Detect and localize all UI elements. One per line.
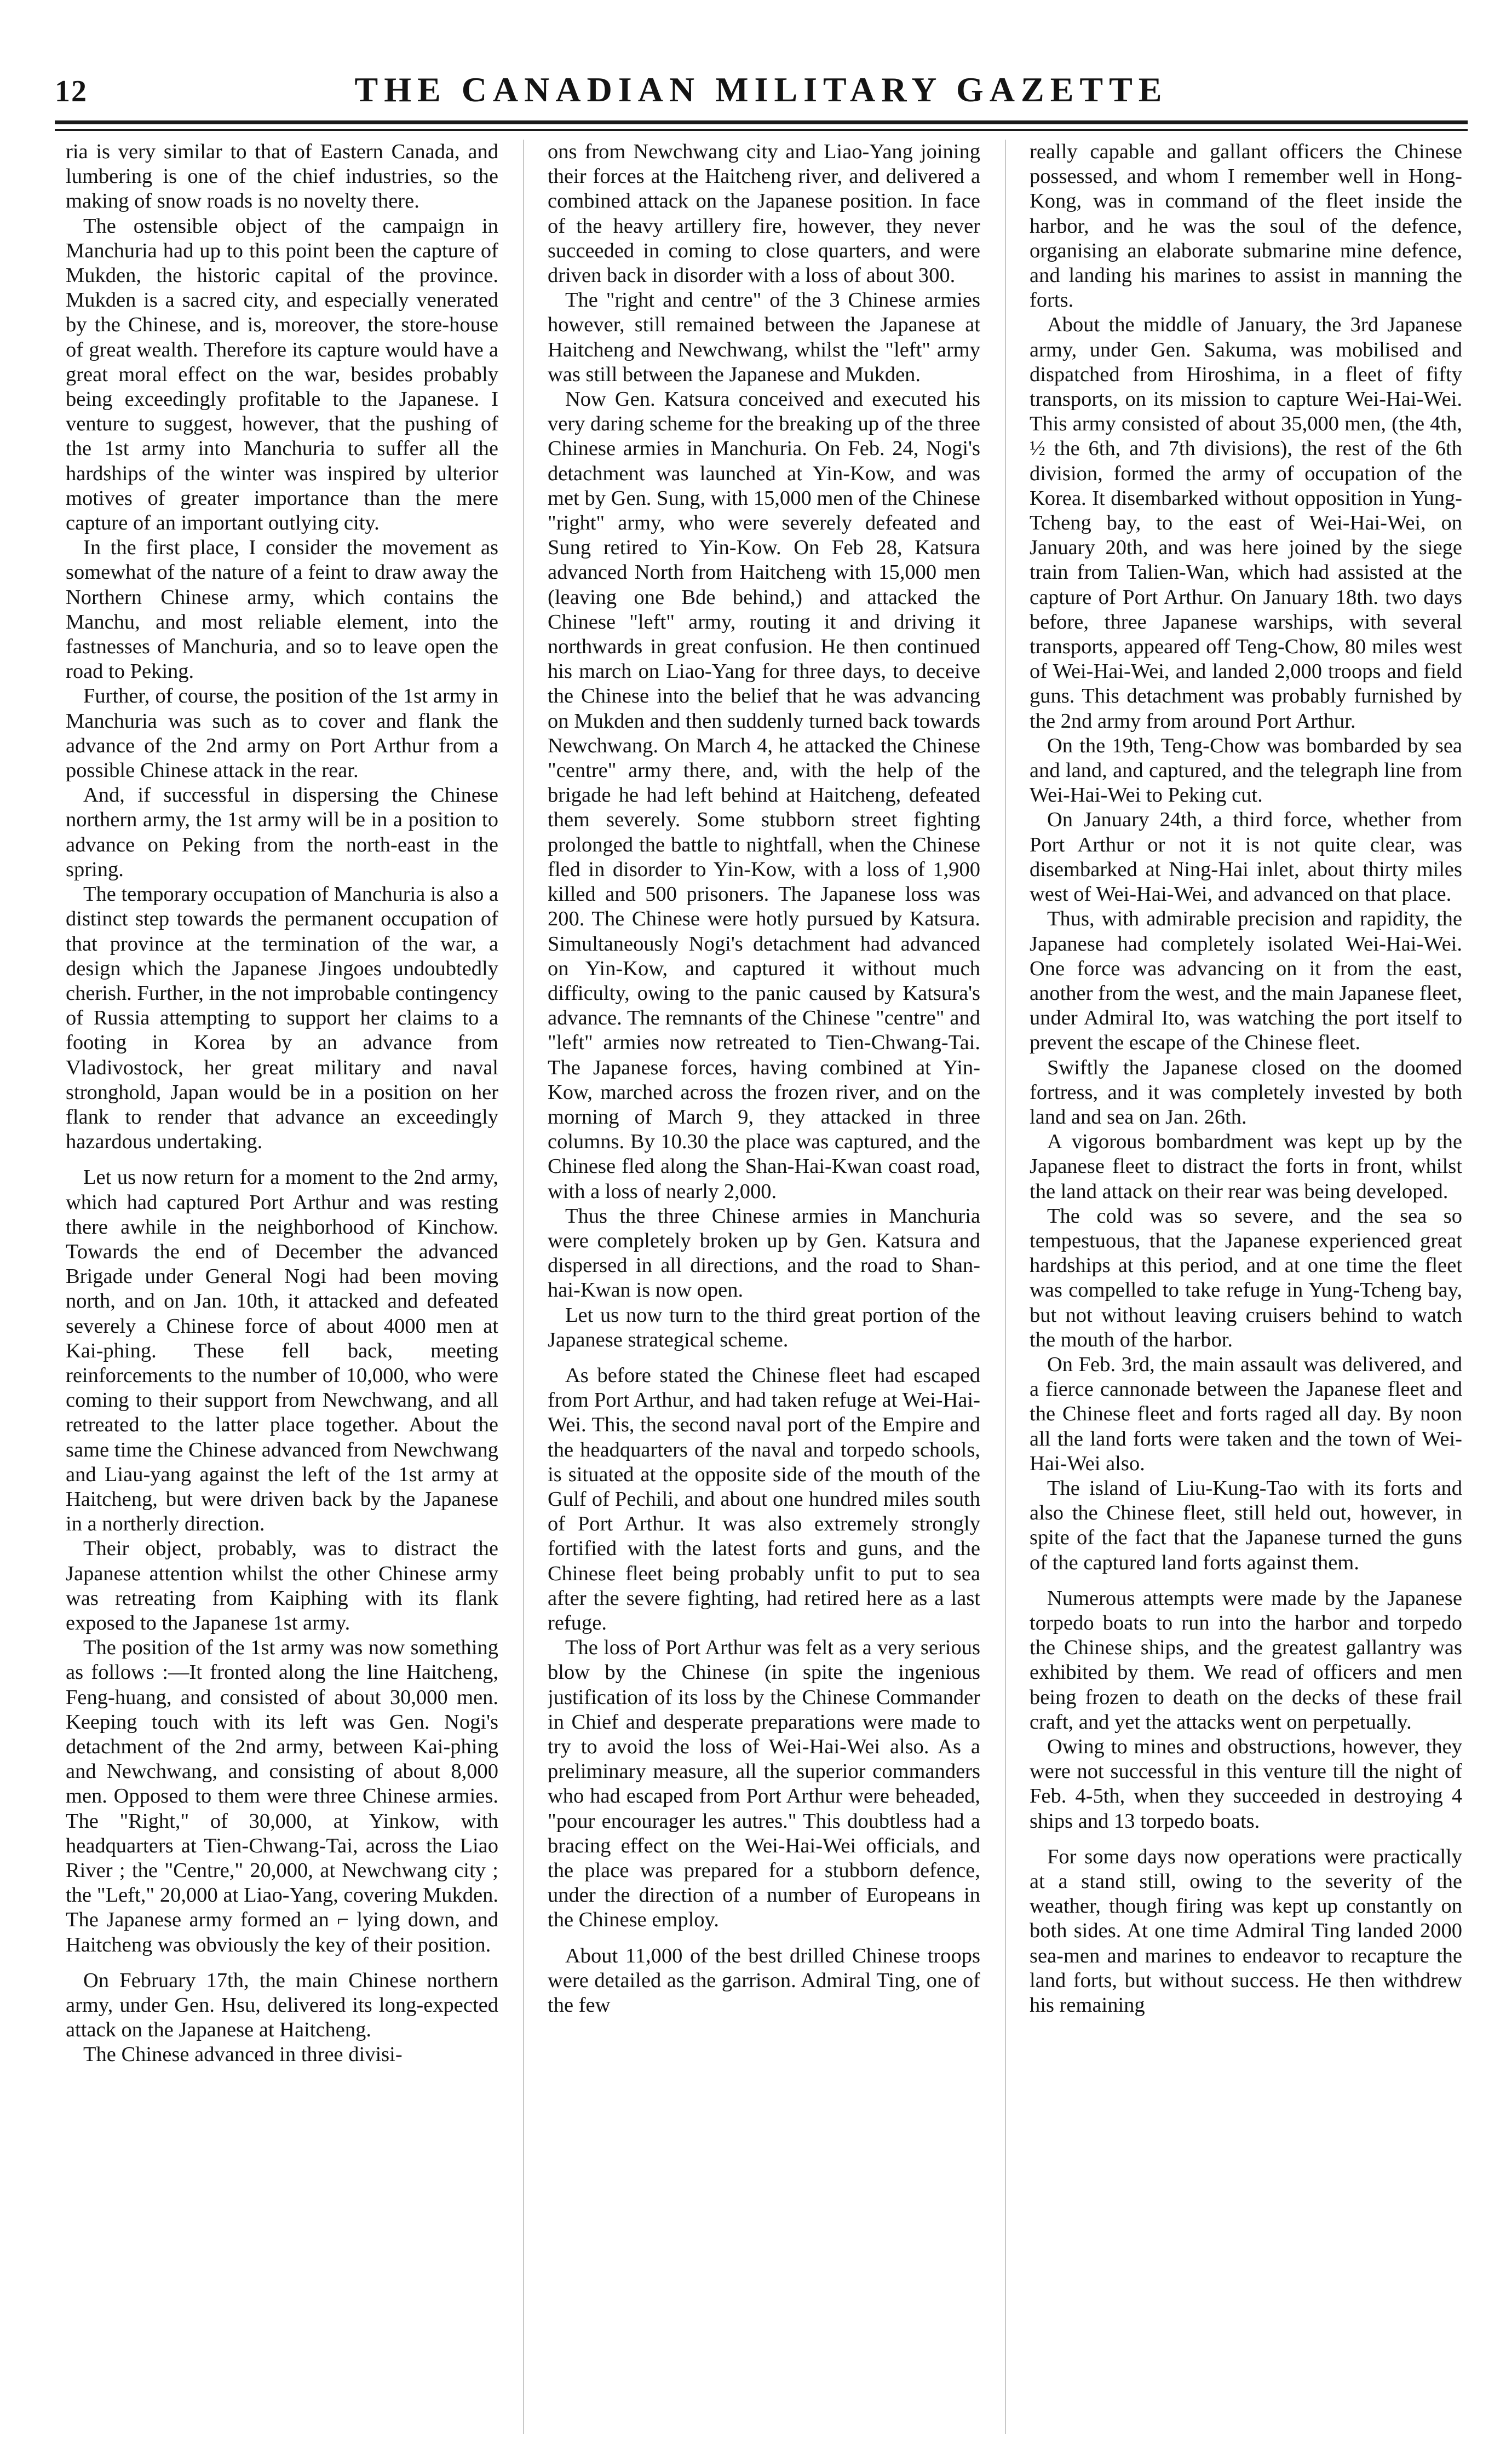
paragraph: Further, of course, the position of the 1st army in Manchuria was such as to cover and flank the advance of the 2nd army on Port Arthur from a possible Chinese attack in the rear. [66,684,498,782]
paragraph: On February 17th, the main Chinese northern army, under Gen. Hsu, delivered its long-expected attack on the Japanese at Haitcheng. [66,1968,498,2042]
paragraph: Their object, probably, was to distract the Japanese attention whilst the other Chinese army was retreating from Kaiphing with its flank exposed to the Japanese 1st army. [66,1537,498,1634]
paragraph: The island of Liu-Kung-Tao with its forts and also the Chinese fleet, still held out, however, in spite of the fact that the Japanese turned the guns of the captured land forts against them. [1030,1476,1462,1574]
paragraph: The Chinese advanced in three divisi- [83,2043,403,2066]
paragraph: In the first place, I consider the movement as somewhat of the nature of a feint to draw away the Northern Chinese army, which contains the Manchu, and most reliable element, into the fastnesses of Manchuria, and so to leave open the road to Peking. [66,536,498,683]
paragraph: The loss of Port Arthur was felt as a very serious blow by the Chinese (in spite the ingenious justification of its loss by the Chinese Commander in Chief and desperate preparations were made to try to avoid the loss of Wei-Hai-Wei also. As a preliminary measure, all the superior commanders who had escaped from Port Arthur were beheaded, "pour encourager les autres." This doubtless had a bracing effect on the Wei-Hai-Wei officials, and the place was prepared for a stubborn defence, under the direction of a number of Europeans in the Chinese employ. [548,1636,980,1932]
article-column-2 [548,140,980,2434]
paragraph: Thus, with admirable precision and rapidity, the Japanese had completely isolated Wei-Hai-Wei. One force was advancing on it from the east, another from the west, and the main Japanese fleet, under Admiral Ito, was watching the port itself to prevent the escape of the Chinese fleet. [1030,907,1462,1055]
paragraph: A vigorous bombardment was kept up by the Japanese fleet to distract the forts in front, whilst the land attack on their rear was being developed. [1030,1130,1462,1203]
paragraph: The temporary occupation of Manchuria is also a distinct step towards the permanent occupation of that province at the termination of the war, a design which the Japanese Jingoes undoubtedly cherish. Further, in the not improbable contingency of Russia attempting to support her claims to a footing in Korea by an advance from Vladivostock, her great military and naval stronghold, Japan would be in a position on her flank to render that advance an exceedingly hazardous undertaking. [66,883,498,1154]
paragraph: The ostensible object of the campaign in Manchuria had up to this point been the capture of Mukden, the historic capital of the province. Mukden is a sacred city, and especially venerated by the Chinese, and is, moreover, the store-house of great wealth. Therefore its capture would have a great moral effect on the war, besides probably being exceedingly profitable to the Japanese. I venture to suggest, however, that the pushing of the 1st army into Manchuria to suffer all the hardships of the winter was inspired by ulterior motives of greater importance than the mere capture of an important outlying city. [66,214,498,535]
paragraph: ria is very similar to that of Eastern Canada, and lumbering is one of the chief industries, so the making of snow roads is no novelty there. [66,140,498,213]
paragraph: And, if successful in dispersing the Chinese northern army, the 1st army will be in a position to advance on Peking from the north-east in the spring. [66,784,498,881]
paragraph: As before stated the Chinese fleet had escaped from Port Arthur, and had taken refuge at Wei-Hai-Wei. This, the second naval port of the Empire and the headquarters of the naval and torpedo schools, is situated at the opposite side of the mouth of the Gulf of Pechili, and about one hundred miles south of Port Arthur. It was also extremely strongly fortified with the latest forts and guns, and the Chinese fleet being probably unfit to put to sea after the severe fighting, had retired here as a last refuge. [548,1363,980,1634]
paragraph: On Feb. 3rd, the main assault was delivered, and a fierce cannonade between the Japanese fleet and the Chinese fleet and forts raged all day. By noon all the land forts were taken and the town of Wei-Hai-Wei also. [1030,1352,1462,1475]
paragraph: About 11,000 of the best drilled Chinese troops were detailed as the garrison. Admiral Ting, one of the few [548,1944,980,2017]
header-rule-thick [55,120,1468,124]
column-divider [1005,140,1006,2434]
paragraph: The "right and centre" of the 3 Chinese armies however, still remained between the Japanese at Haitcheng and Newchwang, whilst the "left" army was still between the Japanese and Mukden. [548,289,980,386]
paragraph: The position of the 1st army was now something as follows :—It fronted along the line Haitcheng, Feng-huang, and consisted of about 30,000 men. Keeping touch with its left was Gen. Nogi's detachment of the 2nd army, between Kai-phing and Newchwang, and consisting of about 8,000 men. Opposed to them were three Chinese armies. The "Right," of 30,000, at Yinkow, with headquarters at Tien-Chwang-Tai, across the Liao River ; the "Centre," 20,000, at Newchwang city ; the "Left," 20,000 at Liao-Yang, covering Mukden. The Japanese army formed an ⌐ lying down, and Haitcheng was obviously the key of their position. [66,1636,498,1956]
paragraph: Thus the three Chinese armies in Manchuria were completely broken up by Gen. Katsura and dispersed in all directions, and the road to Shan-hai-Kwan is now open. [548,1204,980,1302]
paragraph: Let us now turn to the third great portion of the Japanese strategical scheme. [548,1303,980,1351]
page-number: 12 [55,74,88,108]
paragraph: Owing to mines and obstructions, however, they were not successful in this venture till the night of Feb. 4-5th, when they succeeded in destroying 4 ships and 13 torpedo boats. [1030,1735,1462,1833]
header-rule-thin [55,129,1468,131]
paragraph: On the 19th, Teng-Chow was bombarded by sea and land, and captured, and the telegraph line from Wei-Hai-Wei to Peking cut. [1030,734,1462,807]
paragraph: Let us now return for a moment to the 2nd army, which had captured Port Arthur and was resting there awhile in the neighborhood of Kinchow. Towards the end of December the advanced Brigade under General Nogi had been moving north, and on Jan. 10th, it attacked and defeated severely a Chinese force of about 4000 men at Kai-phing. These fell back, meeting reinforcements to the number of 10,000, who were coming to their support from Newchwang, and all retreated to the latter place together. About the same time the Chinese advanced from Newchwang and Liau-yang against the left of the 1st army at Haitcheng, but were driven back by the Japanese in a northerly direction. [66,1166,498,1536]
paragraph: On January 24th, a third force, whether from Port Arthur or not it is not quite clear, was disembarked at Ning-Hai inlet, about thirty miles west of Wei-Hai-Wei, and advanced on that place. [1030,808,1462,906]
paragraph: really capable and gallant officers the Chinese possessed, and whom I remember well in Hong-Kong, was in command of the fleet inside the harbor, and he was the soul of the defence, organising an elaborate submarine mine defence, and landing his marines to assist in manning the forts. [1030,140,1462,312]
article-column-1 [66,140,498,2434]
paragraph: Numerous attempts were made by the Japanese torpedo boats to run into the harbor and torpedo the Chinese ships, and the greatest gallantry was exhibited by them. We read of officers and men being frozen to death on the decks of these frail craft, and yet the attacks went on perpetually. [1030,1586,1462,1734]
column-divider [523,140,524,2434]
article-column-3 [1030,140,1462,2434]
masthead-title: THE CANADIAN MILITARY GAZETTE [354,70,1168,109]
paragraph: About the middle of January, the 3rd Japanese army, under Gen. Sakuma, was mobilised and dispatched from Hiroshima, in a fleet of fifty transports, on its mission to capture Wei-Hai-Wei. This army consisted of about 35,000 men, (the 4th, ½ the 6th, and 7th divisions), the rest of the 6th division, formed the army of occupation of the Korea. It disembarked without opposition in Yung-Tcheng bay, to the east of Wei-Hai-Wei, on January 20th, and was here joined by the siege train from Talien-Wan, which had assisted at the capture of Port Arthur. On January 18th. two days before, three Japanese warships, with several transports, appeared off Teng-Chow, 80 miles west of Wei-Hai-Wei, and landed 2,000 troops and field guns. This detachment was probably furnished by the 2nd army from around Port Arthur. [1030,313,1462,733]
page-header [55,63,1468,123]
paragraph: Swiftly the Japanese closed on the doomed fortress, and it was completely invested by both land and sea on Jan. 26th. [1030,1056,1462,1129]
paragraph: Now Gen. Katsura conceived and executed his very daring scheme for the breaking up of the three Chinese armies in Manchuria. On Feb. 24, Nogi's detachment was launched at Yin-Kow, and was met by Gen. Sung, with 15,000 men of the Chinese "right" army, who were severely defeated and Sung retired to Yin-Kow. On Feb 28, Katsura advanced North from Haitcheng with 15,000 men (leaving one Bde behind,) and attacked the Chinese "left" army, routing it and driving it northwards in great confusion. He then continued his march on Liao-Yang for three days, to deceive the Chinese into the belief that he was advancing on Mukden and then suddenly turned back towards Newchwang. On March 4, he attacked the Chinese "centre" army there, and, with the help of the brigade he had left behind at Haitcheng, defeated them severely. Some stubborn street fighting prolonged the battle to nightfall, when the Chinese fled in disorder to Yin-Kow, with a loss of 1,900 killed and 500 prisoners. The Japanese loss was 200. The Chinese were hotly pursued by Katsura. Simultaneously Nogi's detachment had advanced on Yin-Kow, and captured it without much difficulty, owing to the panic caused by Katsura's advance. The remnants of the Chinese "centre" and "left" armies now retreated to Tien-Chwang-Tai. The Japanese forces, having combined at Yin-Kow, marched across the frozen river, and on the morning of March 9, they attacked in three columns. By 10.30 the place was captured, and the Chinese fled along the Shan-Hai-Kwan coast road, with a loss of nearly 2,000. [548,388,980,1203]
paragraph: For some days now operations were practically at a stand still, owing to the severity of the weather, though firing was kept up constantly on both sides. At one time Admiral Ting landed 2000 sea-men and marines to endeavor to recapture the land forts, but without success. He then withdrew his remaining [1030,1845,1462,2017]
paragraph: The cold was so severe, and the sea so tempestuous, that the Japanese experienced great hardships at this period, and at one time the fleet was compelled to take refuge in Yung-Tcheng bay, but not without leaving cruisers behind to watch the mouth of the harbor. [1030,1204,1462,1351]
paragraph: ons from Newchwang city and Liao-Yang joining their forces at the Haitcheng river, and delivered a combined attack on the Japanese position. In face of the heavy artillery fire, however, they never succeeded in coming to close quarters, and were driven back in disorder with a loss of about 300. [548,140,980,287]
